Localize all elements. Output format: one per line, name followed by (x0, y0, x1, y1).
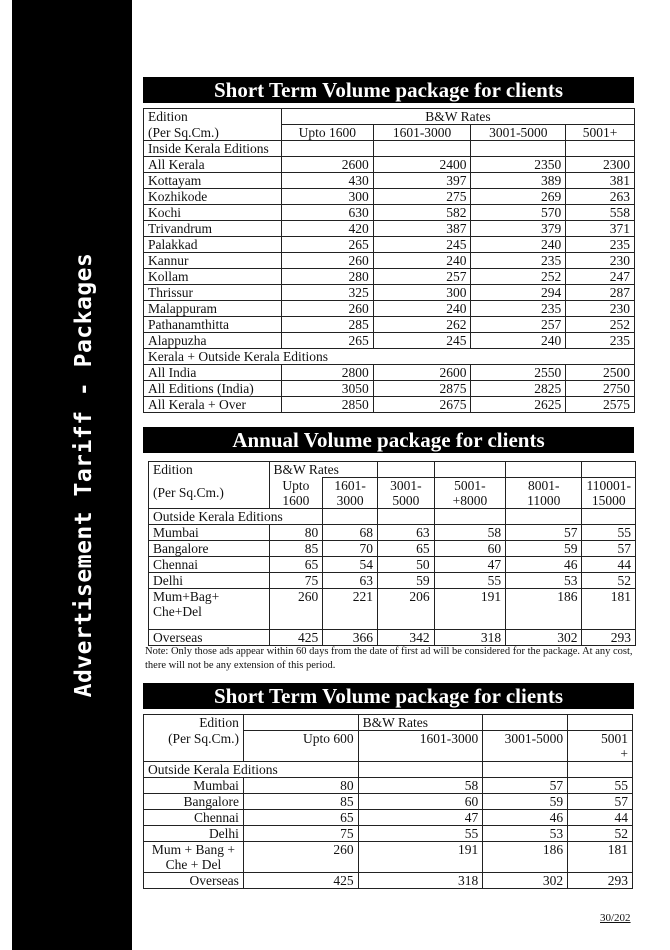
rate-cell: 235 (566, 333, 635, 349)
rate-cell: 318 (434, 630, 505, 646)
rate-cell: 59 (378, 573, 435, 589)
rate-cell: 379 (471, 221, 566, 237)
table-row (144, 301, 635, 317)
rate-cell: 2300 (566, 157, 635, 173)
rate-cell: 59 (483, 794, 568, 810)
column-header: 5001 + (568, 731, 633, 762)
table-row (144, 221, 635, 237)
rate-cell: 75 (243, 826, 358, 842)
section3-title: Short Term Volume package for clients (143, 683, 634, 709)
rate-cell: 50 (378, 557, 435, 573)
rate-cell: 3050 (281, 381, 373, 397)
row-label: Pathanamthitta (144, 317, 282, 333)
rate-cell: 240 (471, 237, 566, 253)
rate-cell: 2500 (566, 365, 635, 381)
group-label: Kerala + Outside Kerala Editions (144, 349, 635, 365)
rate-cell: 230 (566, 253, 635, 269)
rate-cell: 85 (243, 794, 358, 810)
table-row (144, 794, 633, 810)
rate-cell: 181 (568, 842, 633, 873)
rate-cell: 257 (373, 269, 471, 285)
table-row (144, 237, 635, 253)
group-label: Outside Kerala Editions (149, 509, 323, 525)
row-label: Delhi (149, 573, 270, 589)
rate-cell: 247 (566, 269, 635, 285)
rate-cell: 245 (373, 333, 471, 349)
table-row (144, 205, 635, 221)
table-row (144, 826, 633, 842)
table-row (144, 285, 635, 301)
note-text: Note: Only those ads appear within 60 days from the date of first ad will be considered for the package. At any cost, there will not be any extension of this period. (145, 646, 633, 671)
rate-cell: 2400 (373, 157, 471, 173)
group-label: Outside Kerala Editions (144, 762, 359, 778)
rate-cell: 58 (358, 778, 483, 794)
rate-cell: 630 (281, 205, 373, 221)
rate-cell: 300 (281, 189, 373, 205)
rate-cell: 425 (243, 873, 358, 889)
table-row (144, 397, 635, 413)
rate-cell: 65 (378, 541, 435, 557)
rate-cell: 235 (471, 253, 566, 269)
rate-cell: 191 (358, 842, 483, 873)
rate-cell: 55 (582, 525, 636, 541)
column-header: 1601-3000 (358, 731, 483, 762)
table-row (144, 189, 635, 205)
per-sqcm-label: (Per Sq.Cm.) (144, 125, 282, 141)
table-row (144, 317, 635, 333)
rate-cell: 65 (269, 557, 323, 573)
row-label: Alappuzha (144, 333, 282, 349)
section3-table (143, 714, 633, 889)
rate-cell: 260 (281, 301, 373, 317)
column-header: 3001-5000 (483, 731, 568, 762)
rate-cell: 2625 (471, 397, 566, 413)
sidebar (12, 0, 132, 950)
rate-cell: 2550 (471, 365, 566, 381)
row-label: Palakkad (144, 237, 282, 253)
section1-title: Short Term Volume package for clients (143, 77, 634, 103)
table-row (144, 778, 633, 794)
row-label: Mumbai (149, 525, 270, 541)
edition-label: Edition (149, 462, 270, 478)
rate-cell: 47 (434, 557, 505, 573)
rate-cell: 262 (373, 317, 471, 333)
rate-cell: 420 (281, 221, 373, 237)
rate-cell: 2675 (373, 397, 471, 413)
rate-cell: 325 (281, 285, 373, 301)
column-header: 1601- 3000 (323, 478, 378, 509)
rate-cell: 52 (568, 826, 633, 842)
rate-cell: 44 (582, 557, 636, 573)
rate-cell: 186 (506, 589, 582, 630)
bw-rates-label: B&W Rates (269, 462, 378, 478)
rate-cell: 293 (582, 630, 636, 646)
rate-cell: 68 (323, 525, 378, 541)
column-header: 110001- 15000 (582, 478, 636, 509)
table-row (149, 589, 636, 630)
column-header: Upto 1600 (281, 125, 373, 141)
row-label: All Kerala + Over (144, 397, 282, 413)
rate-cell: 55 (434, 573, 505, 589)
rate-cell: 57 (483, 778, 568, 794)
rate-cell: 235 (471, 301, 566, 317)
rate-cell: 58 (434, 525, 505, 541)
rate-cell: 275 (373, 189, 471, 205)
rate-cell: 265 (281, 333, 373, 349)
rate-cell: 285 (281, 317, 373, 333)
rate-cell: 235 (566, 237, 635, 253)
sidebar-title: Advertisement Tariff - Packages (71, 252, 97, 698)
per-sqcm-label: (Per Sq.Cm.) (144, 731, 244, 762)
rate-cell: 381 (566, 173, 635, 189)
rate-cell: 54 (323, 557, 378, 573)
table-row (144, 173, 635, 189)
rate-cell: 230 (566, 301, 635, 317)
rate-cell: 245 (373, 237, 471, 253)
rate-cell: 63 (378, 525, 435, 541)
rate-cell: 2850 (281, 397, 373, 413)
column-header: 8001- 11000 (506, 478, 582, 509)
column-header: 3001-5000 (471, 125, 566, 141)
row-label: All Editions (India) (144, 381, 282, 397)
table-row (144, 365, 635, 381)
edition-label: Edition (144, 109, 282, 125)
rate-cell: 57 (506, 525, 582, 541)
rate-cell: 47 (358, 810, 483, 826)
row-label: Chennai (144, 810, 244, 826)
rate-cell: 387 (373, 221, 471, 237)
per-sqcm-label: (Per Sq.Cm.) (149, 478, 270, 509)
group-label: Inside Kerala Editions (144, 141, 282, 157)
rate-cell: 260 (269, 589, 323, 630)
section2-title: Annual Volume package for clients (143, 427, 634, 453)
column-header: Upto 1600 (269, 478, 323, 509)
rate-cell: 2350 (471, 157, 566, 173)
rate-cell: 269 (471, 189, 566, 205)
section1-table (143, 108, 635, 413)
bw-rates-label: B&W Rates (358, 715, 483, 731)
rate-cell: 59 (506, 541, 582, 557)
rate-cell: 582 (373, 205, 471, 221)
rate-cell: 2575 (566, 397, 635, 413)
rate-cell: 342 (378, 630, 435, 646)
edition-label: Edition (144, 715, 244, 731)
rate-cell: 46 (506, 557, 582, 573)
table-row (149, 573, 636, 589)
rate-cell: 263 (566, 189, 635, 205)
row-label: Kollam (144, 269, 282, 285)
rate-cell: 55 (358, 826, 483, 842)
rate-cell: 252 (566, 317, 635, 333)
rate-cell: 2750 (566, 381, 635, 397)
rate-cell: 280 (281, 269, 373, 285)
row-label: Mumbai (144, 778, 244, 794)
rate-cell: 186 (483, 842, 568, 873)
rate-cell: 75 (269, 573, 323, 589)
table-row (149, 525, 636, 541)
rate-cell: 430 (281, 173, 373, 189)
row-label: Kochi (144, 205, 282, 221)
rate-cell: 55 (568, 778, 633, 794)
rate-cell: 44 (568, 810, 633, 826)
rate-cell: 300 (373, 285, 471, 301)
rate-cell: 257 (471, 317, 566, 333)
rate-cell: 302 (483, 873, 568, 889)
rate-cell: 2600 (281, 157, 373, 173)
rate-cell: 397 (373, 173, 471, 189)
column-header: 1601-3000 (373, 125, 471, 141)
row-label: Overseas (144, 873, 244, 889)
table-row (149, 630, 636, 646)
column-header: 3001- 5000 (378, 478, 435, 509)
table-row (149, 557, 636, 573)
row-label: Bangalore (144, 794, 244, 810)
table-row (144, 381, 635, 397)
rate-cell: 60 (358, 794, 483, 810)
table-row (144, 269, 635, 285)
page-number: 30/202 (600, 912, 631, 924)
rate-cell: 371 (566, 221, 635, 237)
rate-cell: 294 (471, 285, 566, 301)
rate-cell: 240 (373, 301, 471, 317)
rate-cell: 570 (471, 205, 566, 221)
rate-cell: 80 (269, 525, 323, 541)
rate-cell: 2800 (281, 365, 373, 381)
rate-cell: 2825 (471, 381, 566, 397)
row-label: All Kerala (144, 157, 282, 173)
row-label: Chennai (149, 557, 270, 573)
rate-cell: 2875 (373, 381, 471, 397)
rate-cell: 85 (269, 541, 323, 557)
row-label: All India (144, 365, 282, 381)
table-row (144, 810, 633, 826)
rate-cell: 260 (243, 842, 358, 873)
rate-cell: 181 (582, 589, 636, 630)
rate-cell: 425 (269, 630, 323, 646)
table-row (144, 157, 635, 173)
rate-cell: 57 (568, 794, 633, 810)
row-label: Kannur (144, 253, 282, 269)
section2-table (148, 461, 636, 646)
rate-cell: 265 (281, 237, 373, 253)
row-label: Bangalore (149, 541, 270, 557)
column-header: Upto 600 (243, 731, 358, 762)
rate-cell: 318 (358, 873, 483, 889)
rate-cell: 65 (243, 810, 358, 826)
rate-cell: 52 (582, 573, 636, 589)
rate-cell: 70 (323, 541, 378, 557)
rate-cell: 287 (566, 285, 635, 301)
rate-cell: 57 (582, 541, 636, 557)
row-label: Delhi (144, 826, 244, 842)
row-label: Trivandrum (144, 221, 282, 237)
rate-cell: 80 (243, 778, 358, 794)
rate-cell: 260 (281, 253, 373, 269)
rate-cell: 558 (566, 205, 635, 221)
rate-cell: 389 (471, 173, 566, 189)
table-row (149, 541, 636, 557)
rate-cell: 293 (568, 873, 633, 889)
rate-cell: 221 (323, 589, 378, 630)
rate-cell: 302 (506, 630, 582, 646)
rate-cell: 2600 (373, 365, 471, 381)
rate-cell: 206 (378, 589, 435, 630)
row-label: Overseas (149, 630, 270, 646)
column-header: 5001- +8000 (434, 478, 505, 509)
row-label: Kottayam (144, 173, 282, 189)
table-row (144, 333, 635, 349)
rate-cell: 60 (434, 541, 505, 557)
table-row (144, 253, 635, 269)
row-label: Mum + Bang + Che + Del (144, 842, 244, 873)
rate-cell: 53 (506, 573, 582, 589)
bw-rates-label: B&W Rates (281, 109, 634, 125)
rate-cell: 53 (483, 826, 568, 842)
rate-cell: 366 (323, 630, 378, 646)
column-header: 5001+ (566, 125, 635, 141)
rate-cell: 46 (483, 810, 568, 826)
table-row (144, 842, 633, 873)
rate-cell: 240 (471, 333, 566, 349)
row-label: Thrissur (144, 285, 282, 301)
rate-cell: 252 (471, 269, 566, 285)
row-label: Malappuram (144, 301, 282, 317)
rate-cell: 191 (434, 589, 505, 630)
rate-cell: 63 (323, 573, 378, 589)
table-row (144, 873, 633, 889)
rate-cell: 240 (373, 253, 471, 269)
row-label: Mum+Bag+ Che+Del (149, 589, 270, 630)
row-label: Kozhikode (144, 189, 282, 205)
